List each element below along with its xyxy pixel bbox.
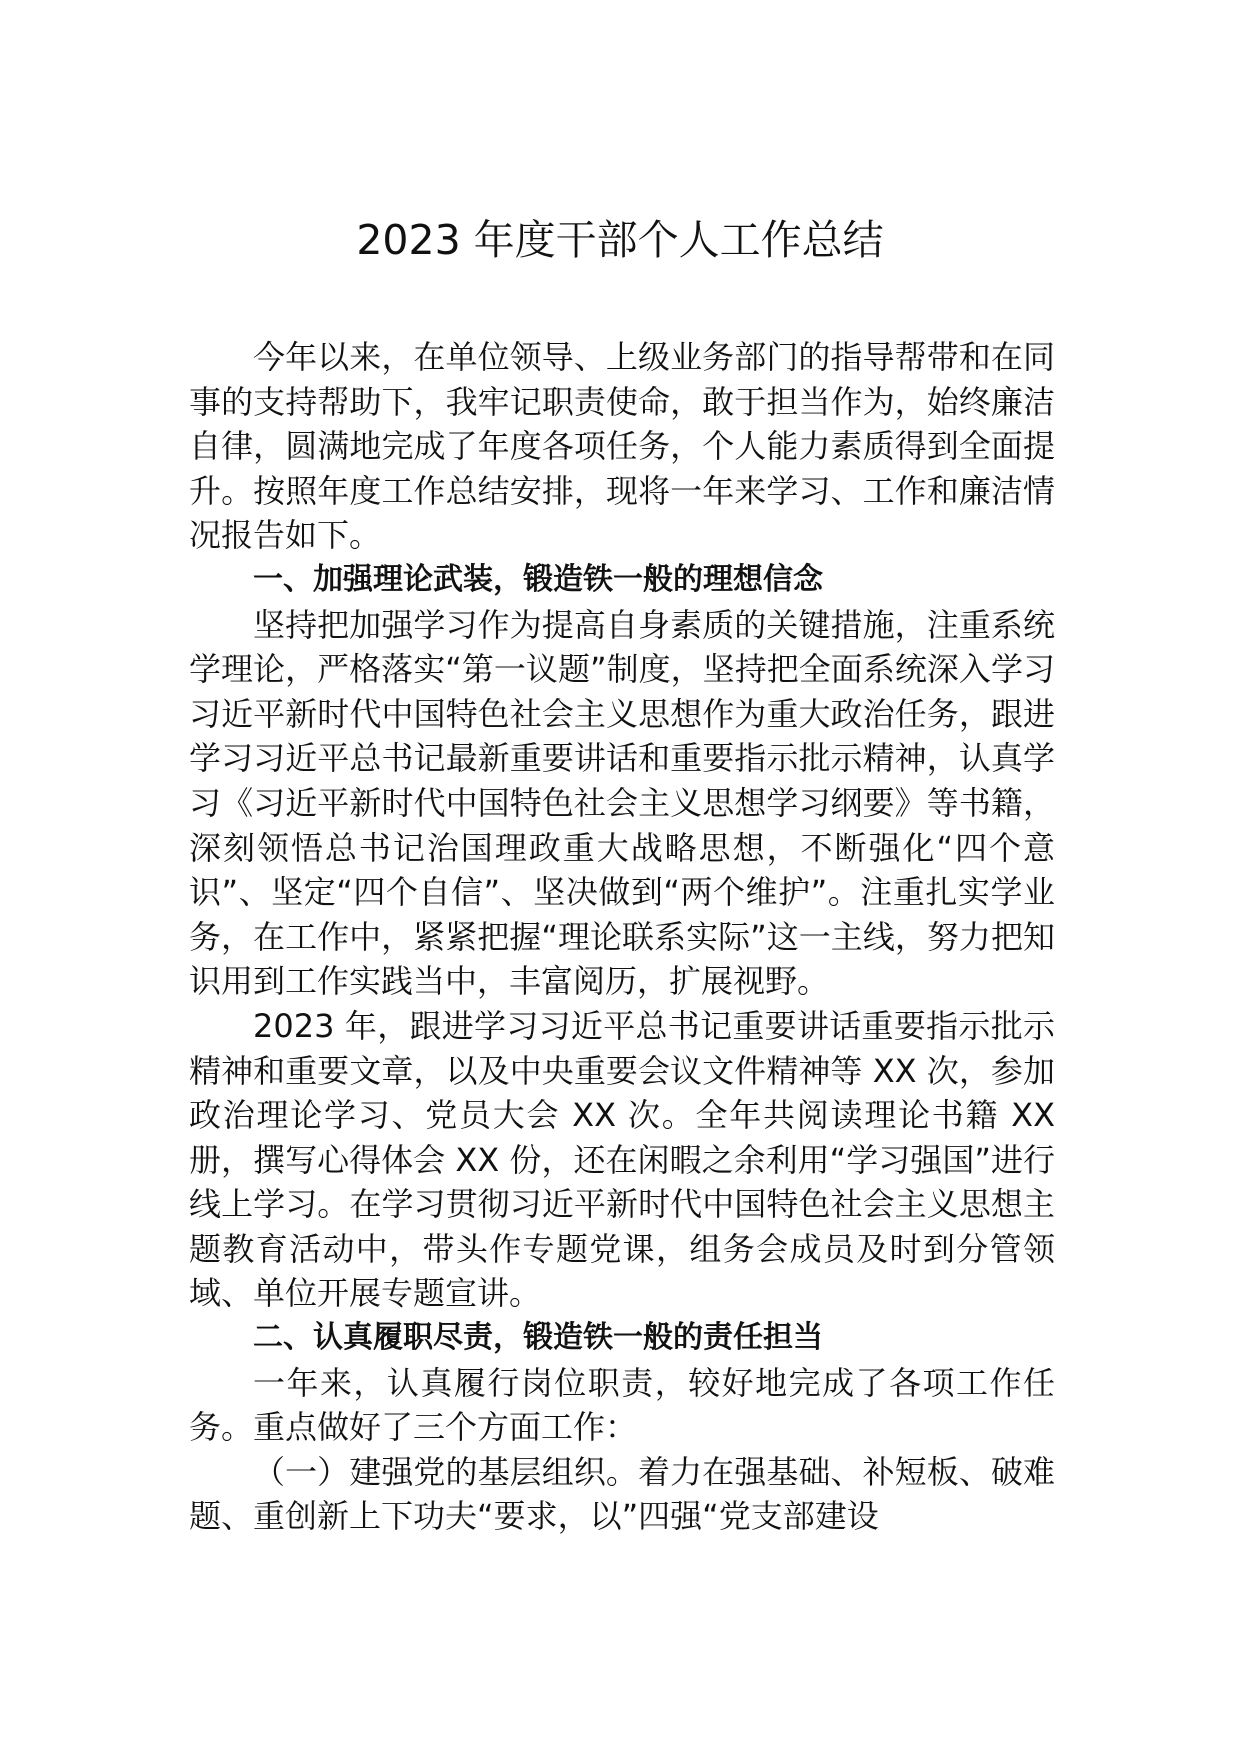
section-heading-2: 二、认真履职尽责，锻造铁一般的责任担当: [253, 1320, 823, 1356]
section-2-paragraph-1: 一年来，认真履行岗位职责，较好地完成了各项工作任务。重点做好了三个方面工作：: [189, 1363, 1055, 1447]
intro-paragraph: 今年以来，在单位领导、上级业务部门的指导帮带和在同事的支持帮助下，我牢记职责使命，敢于担当作为，始终廉洁自律，圆满地完成了年度各项任务，个人能力素质得到全面提升。按照年度工作总结安排，现将一年来学习、工作和廉洁情况报告如下。: [189, 338, 1055, 555]
document-body: [189, 335, 1055, 1539]
section-1-paragraph-1: 坚持把加强学习作为提高自身素质的关键措施，注重系统学理论，严格落实“第一议题”制度，坚持把全面系统深入学习习近平新时代中国特色社会主义思想作为重大政治任务，跟进学习习近平总书记最新重要讲话和重要指示批示精神，认真学习《习近平新时代中国特色社会主义思想学习纲要》等书籍，深刻领悟总书记治国理政重大战略思想，不断强化“四个意识”、坚定“四个自信”、坚决做到“两个维护”。注重扎实学业务，在工作中，紧紧把握“理论联系实际”这一主线，努力把知识用到工作实践当中，丰富阅历，扩展视野。: [189, 605, 1055, 1001]
document-title: 2023 年度干部个人工作总结: [356, 216, 884, 264]
section-2-paragraph-2: （一）建强党的基层组织。着力在强基础、补短板、破难题、重创新上下功夫“要求，以”四强“党支部建设: [189, 1452, 1055, 1536]
section-heading-1: 一、加强理论武装，锻造铁一般的理想信念: [253, 561, 823, 597]
section-1-paragraph-2: 2023 年，跟进学习习近平总书记重要讲话重要指示批示精神和重要文章，以及中央重要会议文件精神等 XX 次，参加政治理论学习、党员大会 XX 次。全年共阅读理论书籍 XX 册，撰写心得体会 XX 份，还在闲暇之余利用“学习强国”进行线上学习。在学习贯彻习近平新时代中国特色社会主义思想主题教育活动中，带头作专题党课，组务会成员及时到分管领域、单位开展专题宣讲。: [189, 1006, 1055, 1313]
